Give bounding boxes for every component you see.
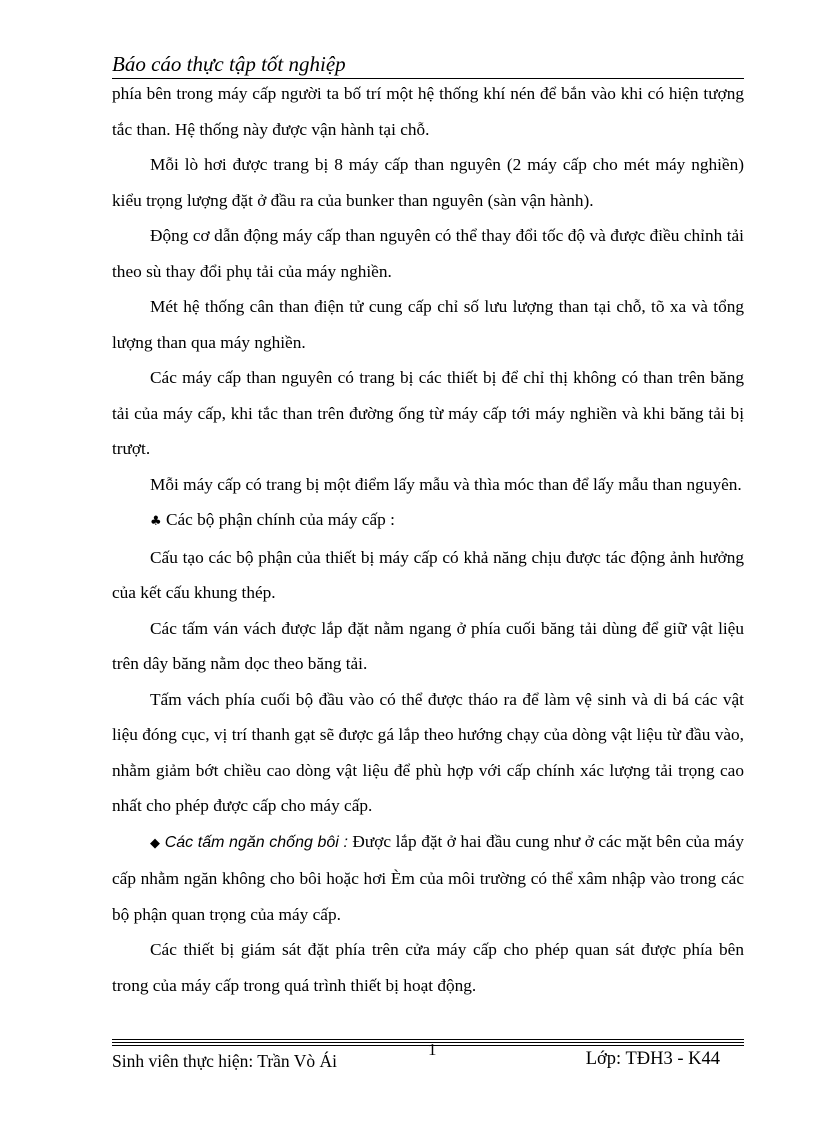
paragraph-3: Động cơ dẫn động máy cấp than nguyên có thể thay đổi tốc độ và được điều chỉnh tải theo sù thay đổi phụ tải của máy nghiền.	[112, 226, 744, 281]
paragraph-12: Các thiết bị giám sát đặt phía trên cửa máy cấp cho phép quan sát được phía bên trong của máy cấp trong quá trình thiết bị hoạt động.	[112, 940, 744, 995]
club-bullet-icon: ♣	[150, 514, 162, 529]
paragraph-9: Các tấm ván vách được lắp đặt nằm ngang ở phía cuối băng tải dùng để giữ vật liệu trên dây băng nằm dọc theo băng tải.	[112, 618, 744, 673]
paragraph-4: Mét hệ thống cân than điện tử cung cấp chỉ số lưu lượng than tại chỗ, tõ xa và tổng lượng than qua máy nghiền.	[112, 297, 744, 352]
paragraph-6: Mỗi máy cấp có trang bị một điểm lấy mẫu và thìa móc than để lấy mẫu than nguyên.	[150, 474, 742, 494]
paragraph-5: Các máy cấp than nguyên có trang bị các thiết bị để chỉ thị không có than trên băng tải của máy cấp, khi tắc than trên đường ống từ máy cấp tới máy nghiền và khi băng tải bị trượt.	[112, 368, 744, 458]
paragraph-7	[112, 502, 744, 540]
paragraph-10: Tấm vách phía cuối bộ đầu vào có thể được tháo ra để làm vệ sinh và di bá các vật liệu đóng cục, vị trí thanh gạt sẽ được gá lắp theo hướng chạy của dòng vật liệu từ đầu vào, nhằm giảm bớt chiều cao dòng vật liệu để phù hợp với cấp chính xác lượng tải trọng cao nhất cho phép được cấp cho máy cấp.	[112, 689, 744, 815]
section-heading: Các bộ phận chính của máy cấp :	[165, 510, 395, 529]
paragraph-2: Mỗi lò hơi được trang bị 8 máy cấp than nguyên (2 máy cấp cho mét máy nghiền) kiểu trọng lượng đặt ở đầu ra của bunker than nguyên (sàn vận hành).	[112, 155, 744, 210]
document-body	[112, 76, 744, 1003]
paragraph-8: Cấu tạo các bộ phận của thiết bị máy cấp có khả năng chịu được tác động ảnh hưởng của kết cấu khung thép.	[112, 547, 744, 602]
page-footer	[112, 1040, 744, 1077]
paragraph-11	[112, 824, 744, 933]
diamond-bullet-icon: ◆	[150, 835, 161, 851]
student-name: Sinh viên thực hiện: Trần Vò Ái	[112, 1051, 338, 1071]
page-number: 1	[428, 1040, 437, 1059]
paragraph-1: phía bên trong máy cấp người ta bố trí một hệ thống khí nén để bắn vào khi có hiện tượng tắc than. Hệ thống này được vận hành tại chỗ.	[112, 84, 744, 139]
term-description: Được lắp đặt ở hai đầu cung như ở các mặt bên của máy cấp nhằm ngăn không cho bôi hoặc hơi Èm của môi trường có thể xâm nhập vào trong các bộ phận quan trọng của máy cấp.	[112, 831, 744, 924]
class-label: Lớp: TĐH3 - K44	[585, 1049, 720, 1069]
term-label: Các tấm ngăn chống bôi :	[164, 833, 348, 851]
header-title: Báo cáo thực tập tốt nghiệp	[112, 52, 346, 76]
